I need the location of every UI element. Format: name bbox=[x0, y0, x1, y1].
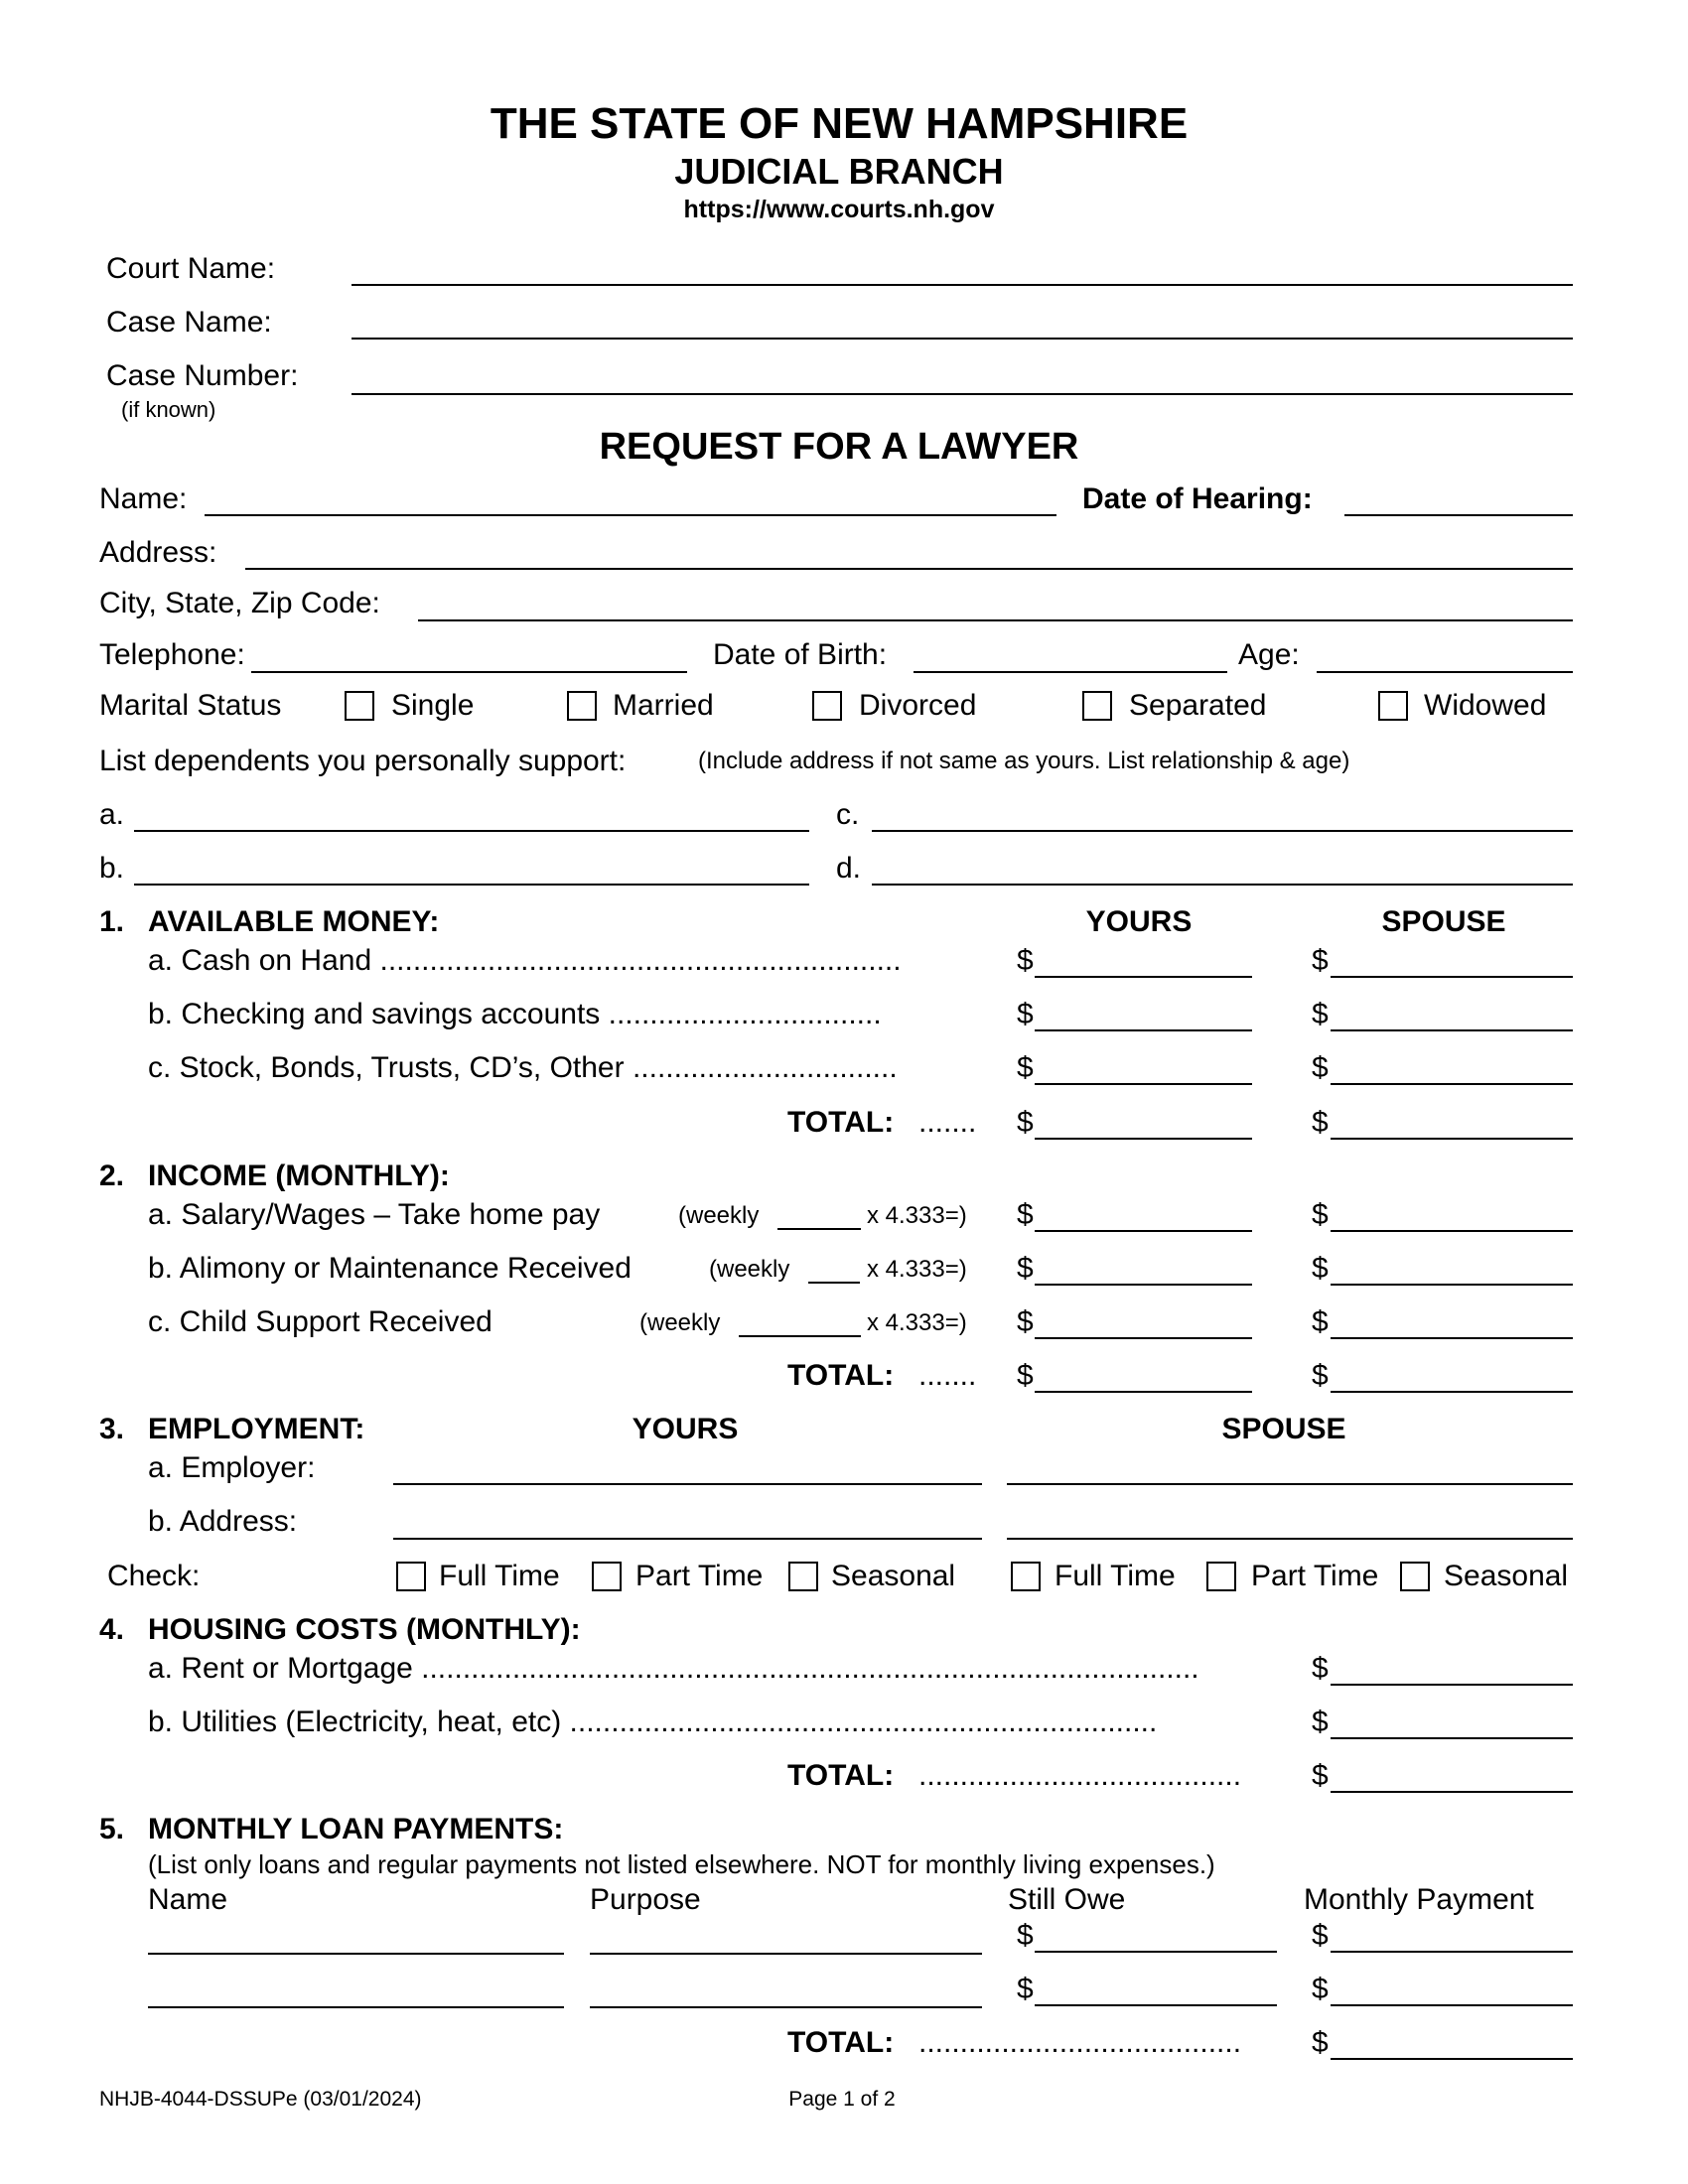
divorced-label: Divorced bbox=[859, 689, 977, 722]
yours-part-time-checkbox[interactable] bbox=[592, 1562, 622, 1591]
child-support-yours-dollar-sign: $ bbox=[1017, 1305, 1034, 1338]
stocks-yours-field[interactable] bbox=[1035, 1083, 1252, 1085]
loan-2-monthly-payment-dollar-sign: $ bbox=[1312, 1973, 1329, 2005]
page-number: Page 1 of 2 bbox=[788, 2088, 896, 2111]
section-5-title: MONTHLY LOAN PAYMENTS: bbox=[148, 1813, 564, 1845]
rent-mortgage-label: a. Rent or Mortgage .............................................................................................. bbox=[148, 1652, 1199, 1685]
city-field[interactable] bbox=[418, 619, 1573, 621]
employer-address-spouse-field[interactable] bbox=[1007, 1538, 1573, 1540]
if-known-note: (if known) bbox=[121, 397, 216, 422]
form-id: NHJB-4044-DSSUPe (03/01/2024) bbox=[99, 2088, 422, 2111]
yours-header: YOURS bbox=[1085, 905, 1193, 938]
section-5-total-label: TOTAL: bbox=[787, 2026, 895, 2059]
city-label: City, State, Zip Code: bbox=[99, 587, 380, 619]
child-support-weekly-label: (weekly bbox=[639, 1309, 721, 1336]
monthly-payment-header: Monthly Payment bbox=[1304, 1883, 1534, 1916]
money-total-yours-dollar-sign: $ bbox=[1017, 1106, 1034, 1139]
address-label: Address: bbox=[99, 536, 217, 569]
section-4-total-label: TOTAL: bbox=[787, 1759, 895, 1792]
widowed-checkbox[interactable] bbox=[1378, 691, 1408, 721]
age-field[interactable] bbox=[1317, 671, 1573, 673]
case-number-label: Case Number: bbox=[106, 359, 299, 392]
stocks-bonds-label: c. Stock, Bonds, Trusts, CD’s, Other ................................ bbox=[148, 1051, 898, 1084]
rent-field[interactable] bbox=[1331, 1684, 1573, 1686]
salary-label: a. Salary/Wages – Take home pay bbox=[148, 1198, 601, 1231]
section-1-total-dots: ....... bbox=[918, 1106, 977, 1139]
stocks-spouse-field[interactable] bbox=[1331, 1083, 1573, 1085]
cash-yours-field[interactable] bbox=[1035, 976, 1252, 978]
rent-dollar-sign: $ bbox=[1312, 1652, 1329, 1685]
spouse-seasonal-checkbox[interactable] bbox=[1400, 1562, 1430, 1591]
checking-spouse-field[interactable] bbox=[1331, 1029, 1573, 1031]
loan-1-monthly-payment-field[interactable] bbox=[1331, 1951, 1573, 1953]
employer-address-label: b. Address: bbox=[148, 1505, 298, 1538]
yours-part-time-label: Part Time bbox=[635, 1560, 764, 1592]
housing-total-field[interactable] bbox=[1331, 1791, 1573, 1793]
section-2-total-dots: ....... bbox=[918, 1359, 977, 1392]
name-label: Name: bbox=[99, 482, 188, 515]
loan-2-still-owe-field[interactable] bbox=[1035, 2004, 1277, 2006]
dependent-a-field[interactable] bbox=[134, 830, 809, 832]
child-support-weekly-field[interactable] bbox=[739, 1335, 861, 1337]
salary-weekly-label: (weekly bbox=[678, 1202, 760, 1229]
checking-spouse-dollar-sign: $ bbox=[1312, 998, 1329, 1030]
dob-field[interactable] bbox=[914, 671, 1227, 673]
child-support-spouse-field[interactable] bbox=[1331, 1337, 1573, 1339]
employer-label: a. Employer: bbox=[148, 1451, 316, 1484]
housing-total-dollar-sign: $ bbox=[1312, 1759, 1329, 1792]
section-4-number: 4. bbox=[99, 1613, 125, 1646]
cash-spouse-field[interactable] bbox=[1331, 976, 1573, 978]
hearing-date-field[interactable] bbox=[1344, 514, 1573, 516]
married-checkbox[interactable] bbox=[567, 691, 597, 721]
salary-yours-field[interactable] bbox=[1035, 1230, 1252, 1232]
employer-yours-field[interactable] bbox=[393, 1483, 982, 1485]
widowed-label: Widowed bbox=[1424, 689, 1547, 722]
section-3-title: EMPLOYMENT: bbox=[148, 1413, 365, 1445]
dependents-note: (Include address if not same as yours. List relationship & age) bbox=[698, 748, 1350, 774]
address-field[interactable] bbox=[245, 568, 1573, 570]
alimony-weekly-label: (weekly bbox=[709, 1256, 790, 1283]
utilities-dollar-sign: $ bbox=[1312, 1706, 1329, 1738]
loan-1-name-field[interactable] bbox=[148, 1953, 564, 1955]
yours-full-time-label: Full Time bbox=[439, 1560, 560, 1592]
alimony-multiplier: x 4.333=) bbox=[867, 1256, 967, 1283]
age-label: Age: bbox=[1238, 638, 1300, 671]
case-name-field[interactable] bbox=[352, 338, 1573, 340]
married-label: Married bbox=[613, 689, 714, 722]
money-total-spouse-field[interactable] bbox=[1331, 1138, 1573, 1140]
dependent-d-field[interactable] bbox=[872, 884, 1573, 886]
employment-spouse-header: SPOUSE bbox=[1221, 1413, 1346, 1445]
loan-total-field[interactable] bbox=[1331, 2058, 1573, 2060]
single-checkbox[interactable] bbox=[345, 691, 374, 721]
employer-spouse-field[interactable] bbox=[1007, 1483, 1573, 1485]
case-number-field[interactable] bbox=[352, 393, 1573, 395]
dependent-b-field[interactable] bbox=[134, 884, 809, 886]
spouse-header: SPOUSE bbox=[1381, 905, 1506, 938]
section-4-total-dots: ....................................... bbox=[918, 1759, 1242, 1792]
court-url: https://www.courts.nh.gov bbox=[683, 196, 995, 223]
yours-seasonal-label: Seasonal bbox=[831, 1560, 956, 1592]
income-total-spouse-field[interactable] bbox=[1331, 1391, 1573, 1393]
child-support-multiplier: x 4.333=) bbox=[867, 1309, 967, 1336]
spouse-part-time-checkbox[interactable] bbox=[1206, 1562, 1236, 1591]
cash-spouse-dollar-sign: $ bbox=[1312, 944, 1329, 977]
alimony-spouse-field[interactable] bbox=[1331, 1284, 1573, 1286]
checking-yours-dollar-sign: $ bbox=[1017, 998, 1034, 1030]
marital-status-label: Marital Status bbox=[99, 689, 282, 722]
dependent-c-label: c. bbox=[836, 798, 860, 831]
salary-multiplier: x 4.333=) bbox=[867, 1202, 967, 1229]
check-label: Check: bbox=[107, 1560, 201, 1592]
child-support-spouse-dollar-sign: $ bbox=[1312, 1305, 1329, 1338]
section-3-number: 3. bbox=[99, 1413, 125, 1445]
section-4-title: HOUSING COSTS (MONTHLY): bbox=[148, 1613, 581, 1646]
telephone-field[interactable] bbox=[251, 671, 687, 673]
dependents-label: List dependents you personally support: bbox=[99, 745, 627, 777]
yours-full-time-checkbox[interactable] bbox=[396, 1562, 426, 1591]
loan-1-still-owe-field[interactable] bbox=[1035, 1951, 1277, 1953]
spouse-part-time-label: Part Time bbox=[1251, 1560, 1379, 1592]
salary-yours-dollar-sign: $ bbox=[1017, 1198, 1034, 1231]
alimony-spouse-dollar-sign: $ bbox=[1312, 1252, 1329, 1285]
checking-yours-field[interactable] bbox=[1035, 1029, 1252, 1031]
salary-spouse-field[interactable] bbox=[1331, 1230, 1573, 1232]
loan-2-still-owe-dollar-sign: $ bbox=[1017, 1973, 1034, 2005]
loan-purpose-header: Purpose bbox=[590, 1883, 701, 1916]
employment-yours-header: YOURS bbox=[632, 1413, 739, 1445]
hearing-date-label: Date of Hearing: bbox=[1082, 482, 1313, 515]
dependent-d-label: d. bbox=[836, 852, 862, 885]
form-title: REQUEST FOR A LAWYER bbox=[599, 426, 1079, 468]
alimony-label: b. Alimony or Maintenance Received bbox=[148, 1252, 632, 1285]
still-owe-header: Still Owe bbox=[1008, 1883, 1126, 1916]
salary-spouse-dollar-sign: $ bbox=[1312, 1198, 1329, 1231]
court-name-label: Court Name: bbox=[106, 252, 276, 285]
money-total-yours-field[interactable] bbox=[1035, 1138, 1252, 1140]
branch-heading: JUDICIAL BRANCH bbox=[674, 151, 1004, 192]
child-support-yours-field[interactable] bbox=[1035, 1337, 1252, 1339]
section-1-total-label: TOTAL: bbox=[787, 1106, 895, 1139]
loan-1-still-owe-dollar-sign: $ bbox=[1017, 1919, 1034, 1952]
child-support-label: c. Child Support Received bbox=[148, 1305, 492, 1338]
checking-savings-label: b. Checking and savings accounts ................................. bbox=[148, 998, 882, 1030]
loan-2-purpose-field[interactable] bbox=[590, 2006, 982, 2008]
section-2-number: 2. bbox=[99, 1160, 125, 1192]
section-2-total-label: TOTAL: bbox=[787, 1359, 895, 1392]
section-1-number: 1. bbox=[99, 905, 125, 938]
loan-1-purpose-field[interactable] bbox=[590, 1953, 982, 1955]
section-1-title: AVAILABLE MONEY: bbox=[148, 905, 440, 938]
spouse-full-time-label: Full Time bbox=[1055, 1560, 1176, 1592]
spouse-seasonal-label: Seasonal bbox=[1444, 1560, 1569, 1592]
single-label: Single bbox=[391, 689, 475, 722]
state-heading: THE STATE OF NEW HAMPSHIRE bbox=[490, 99, 1189, 148]
court-name-field[interactable] bbox=[352, 284, 1573, 286]
section-5-total-dots: ....................................... bbox=[918, 2026, 1242, 2059]
income-total-yours-dollar-sign: $ bbox=[1017, 1359, 1034, 1392]
dob-label: Date of Birth: bbox=[713, 638, 888, 671]
case-name-label: Case Name: bbox=[106, 306, 272, 339]
loan-name-header: Name bbox=[148, 1883, 228, 1916]
separated-label: Separated bbox=[1129, 689, 1267, 722]
loan-2-name-field[interactable] bbox=[148, 2006, 564, 2008]
dependent-c-field[interactable] bbox=[872, 830, 1573, 832]
utilities-field[interactable] bbox=[1331, 1737, 1573, 1739]
loan-1-monthly-payment-dollar-sign: $ bbox=[1312, 1919, 1329, 1952]
salary-weekly-field[interactable] bbox=[777, 1228, 861, 1230]
cash-yours-dollar-sign: $ bbox=[1017, 944, 1034, 977]
section-5-number: 5. bbox=[99, 1813, 125, 1845]
cash-on-hand-label: a. Cash on Hand ............................................................... bbox=[148, 944, 902, 977]
loan-2-monthly-payment-field[interactable] bbox=[1331, 2004, 1573, 2006]
stocks-yours-dollar-sign: $ bbox=[1017, 1051, 1034, 1084]
dependent-b-label: b. bbox=[99, 852, 125, 885]
yours-seasonal-checkbox[interactable] bbox=[788, 1562, 818, 1591]
section-2-title: INCOME (MONTHLY): bbox=[148, 1160, 450, 1192]
income-total-yours-field[interactable] bbox=[1035, 1391, 1252, 1393]
telephone-label: Telephone: bbox=[99, 638, 245, 671]
income-total-spouse-dollar-sign: $ bbox=[1312, 1359, 1329, 1392]
dependent-a-label: a. bbox=[99, 798, 125, 831]
spouse-full-time-checkbox[interactable] bbox=[1011, 1562, 1041, 1591]
alimony-yours-dollar-sign: $ bbox=[1017, 1252, 1034, 1285]
divorced-checkbox[interactable] bbox=[812, 691, 842, 721]
money-total-spouse-dollar-sign: $ bbox=[1312, 1106, 1329, 1139]
stocks-spouse-dollar-sign: $ bbox=[1312, 1051, 1329, 1084]
utilities-label: b. Utilities (Electricity, heat, etc) ....................................................................... bbox=[148, 1706, 1158, 1738]
employer-address-yours-field[interactable] bbox=[393, 1538, 982, 1540]
alimony-weekly-field[interactable] bbox=[808, 1282, 860, 1284]
alimony-yours-field[interactable] bbox=[1035, 1284, 1252, 1286]
separated-checkbox[interactable] bbox=[1082, 691, 1112, 721]
name-field[interactable] bbox=[205, 514, 1056, 516]
section-5-note: (List only loans and regular payments not listed elsewhere. NOT for monthly living expenses.) bbox=[148, 1849, 1215, 1879]
loan-total-dollar-sign: $ bbox=[1312, 2026, 1329, 2059]
